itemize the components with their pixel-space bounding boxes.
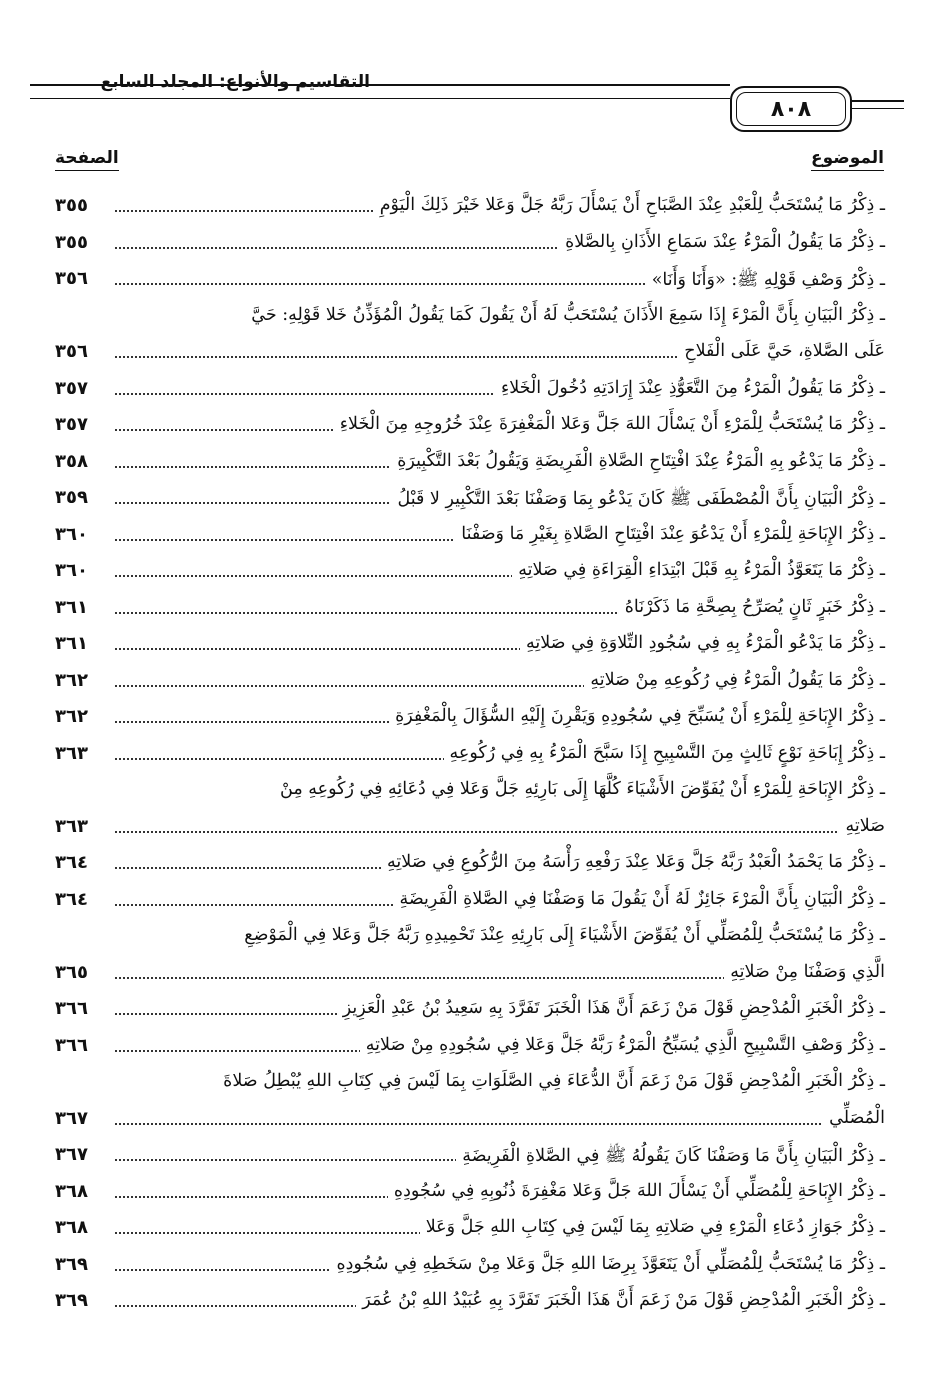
toc-entry-page: ٣٦٠: [55, 560, 88, 581]
toc-entry-title: ـ ذِكْرُ وَصْفِ قَوْلِهِ ﷺ: «وَأَنَا وَأَنَا»: [646, 268, 885, 294]
toc-entry: [55, 628, 885, 665]
toc-entry-page: ٣٦١: [55, 596, 88, 618]
toc-entry: [55, 592, 885, 629]
toc-entry-page: ٣٦٢: [55, 706, 88, 727]
toc-entry: [55, 1212, 885, 1249]
toc-entry-line: [55, 738, 885, 775]
toc-entry-page: ٣٦٣: [55, 815, 88, 837]
toc-entry-page: ٣٥٥: [55, 231, 88, 253]
toc-entry-title: ـ ذِكْرُ الإِبَاحَةِ لِلْمَرْءِ أَنْ يُفَوِّضَ الأَشْيَاءَ كُلَّهَا إِلَى بَارِئِهِ جَلَّ وَعَلا فِي دُعَائِهِ فِي رُكُوعِهِ مِنْ: [55, 779, 885, 799]
toc-entry-title: ـ ذِكْرُ الإِبَاحَةِ لِلْمَرْءِ أَنْ يُسَبِّحَ فِي سُجُودِهِ وَيَقْرِنَ إِلَيْهِ السُّؤَالَ بِالْمَغْفِرَةِ: [389, 706, 885, 726]
toc-entry-title: ـ ذِكْرُ مَا يَحْمَدُ الْعَبْدُ رَبَّهُ جَلَّ وَعَلا عِنْدَ رَفْعِهِ رَأْسَهُ مِنَ الرُّكُوعِ فِي صَلاتِهِ: [381, 852, 885, 872]
toc-entry-line: [55, 957, 885, 994]
toc-entry: [55, 665, 885, 702]
column-heading-topic: الموضوع: [811, 148, 884, 171]
toc-entry-line: [55, 336, 885, 373]
toc-entry: [55, 774, 885, 847]
toc-entry-page: ٣٦٨: [55, 1217, 88, 1238]
toc-entry-title: ـ ذِكْرُ مَا يُسْتَحَبُّ لِلْمُصَلِّي أَنْ يُفَوِّضَ الأَشْيَاءَ إِلَى بَارِئِهِ عِنْدَ تَحْمِيدِهِ رَبَّهُ جَلَّ وَعَلا فِي الْمَوْضِعِ: [55, 925, 885, 945]
toc-entry-page: ٣٥٧: [55, 377, 88, 399]
toc-entry-page: ٣٦٠: [55, 523, 88, 545]
toc-entry-line: [55, 482, 885, 519]
header-rule: [30, 98, 730, 99]
toc-entry-title: ـ ذِكْرُ الإِبَاحَةِ لِلْمُصَلِّي أَنْ يَسْأَلَ اللهَ جَلَّ وَعَلا مَغْفِرَةَ ذُنُوبِهِ فِي سُجُودِهِ: [388, 1181, 885, 1201]
toc-entry-title: الْمُصَلِّي: [823, 1108, 885, 1128]
toc-entry: [55, 1066, 885, 1139]
toc-entry: [55, 884, 885, 921]
toc-entry-page: ٣٦٥: [55, 961, 88, 983]
toc-entry-line: [55, 811, 885, 848]
toc-entry-line: [55, 993, 885, 1030]
toc-entry-page: ٣٦٦: [55, 998, 88, 1019]
toc-entry-line: [55, 300, 885, 337]
running-title: التقاسيم والأنواع: المجلد السابع: [100, 72, 370, 92]
toc-entry-line: [55, 373, 885, 410]
page-number-frame: [730, 86, 852, 132]
leader-dots: [115, 831, 885, 833]
toc-entry-line: [55, 628, 885, 665]
toc-entry-title: ـ ذِكْرُ مَا يَقُولُ الْمَرْءُ عِنْدَ سَمَاعِ الأَذَانِ بِالصَّلاةِ: [559, 232, 885, 252]
toc-entry: [55, 555, 885, 592]
toc-entry-line: [55, 592, 885, 629]
page-number: ٨٠٨: [736, 92, 846, 126]
toc-entry-title: ـ ذِكْرُ مَا يَدْعُو بِهِ الْمَرْءُ عِنْدَ افْتِتَاحِ الصَّلاةِ الْفَرِيضَةِ وَيَقُولُ بَعْدَ التَّكْبِيرَةِ: [391, 451, 885, 471]
toc-entry-line: [55, 1212, 885, 1249]
toc-entry-page: ٣٦٤: [55, 852, 88, 873]
toc-entry-line: [55, 227, 885, 264]
table-of-contents: [55, 190, 885, 1322]
page-header: [30, 60, 890, 120]
toc-entry-line: [55, 1285, 885, 1322]
toc-entry-line: [55, 774, 885, 811]
toc-entry-line: [55, 665, 885, 702]
toc-entry: [55, 446, 885, 483]
toc-entry-line: [55, 519, 885, 556]
toc-entry-title: ـ ذِكْرُ مَا يُسْتَحَبُّ لِلْمُصَلِّي أَنْ يَتَعَوَّذَ بِرِضَا اللهِ جَلَّ وَعَلا مِنْ سَخَطِهِ فِي سُجُودِهِ: [331, 1254, 885, 1274]
toc-entry-page: ٣٥٧: [55, 414, 88, 435]
toc-entry-line: [55, 555, 885, 592]
toc-entry-line: [55, 446, 885, 483]
toc-entry-line: [55, 1103, 885, 1140]
toc-entry-page: ٣٦٧: [55, 1144, 88, 1165]
toc-entry-line: [55, 1139, 885, 1176]
toc-entry-line: [55, 1030, 885, 1067]
toc-entry-title: ـ ذِكْرُ مَا يُسْتَحَبُّ لِلْعَبْدِ عِنْدَ الصَّبَاحِ أَنْ يَسْأَلَ رَبَّهُ جَلَّ وَعَلا خَيْرَ ذَلِكَ الْيَوْمِ: [374, 195, 885, 215]
toc-entry-title: عَلَى الصَّلاةِ، حَيَّ عَلَى الْفَلاحِ: [678, 341, 885, 361]
toc-entry: [55, 1176, 885, 1213]
toc-entry: [55, 227, 885, 264]
toc-entry: [55, 373, 885, 410]
toc-entry-page: ٣٥٦: [55, 341, 88, 362]
header-rule: [852, 100, 904, 102]
toc-entry-title: ـ ذِكْرُ الْخَبَرِ الْمُدْحِضِ قَوْلَ مَنْ زَعَمَ أَنَّ هَذَا الْخَبَرَ تَفَرَّدَ بِهِ سَعِيدُ بْنُ عَبْدِ الْعَزِيزِ: [337, 998, 885, 1018]
toc-entry-page: ٣٦٦: [55, 1034, 88, 1056]
toc-entry: [55, 190, 885, 227]
toc-entry-page: ٣٦٩: [55, 1290, 88, 1311]
toc-entry-page: ٣٥٥: [55, 195, 88, 216]
toc-entry-line: [55, 190, 885, 227]
toc-entry-title: ـ ذِكْرُ مَا يَدْعُو الْمَرْءُ بِهِ فِي سُجُودِ التِّلاوَةِ فِي صَلاتِهِ: [520, 633, 885, 653]
toc-entry-line: [55, 1249, 885, 1286]
toc-entry-title: ـ ذِكْرُ إِبَاحَةِ نَوْعٍ ثَالِثٍ مِنَ التَّسْبِيحِ إِذَا سَبَّحَ الْمَرْءُ بِهِ فِي رُكُوعِهِ: [444, 743, 885, 763]
toc-entry: [55, 519, 885, 556]
toc-entry-line: [55, 1176, 885, 1213]
toc-entry: [55, 263, 885, 300]
toc-entry-line: [55, 847, 885, 884]
toc-entry: [55, 300, 885, 373]
toc-entry: [55, 1285, 885, 1322]
toc-entry: [55, 482, 885, 519]
toc-entry-page: ٣٦٤: [55, 888, 88, 910]
toc-entry-title: ـ ذِكْرُ مَا يَقُولُ الْمَرْءُ مِنَ التَّعَوُّذِ عِنْدَ إِرَادَتِهِ دُخُولَ الْخَلاءِ: [495, 378, 885, 398]
leader-dots: [115, 1123, 885, 1125]
toc-entry-title: ـ ذِكْرُ الْخَبَرِ الْمُدْحِضِ قَوْلَ مَنْ زَعَمَ أَنَّ هَذَا الْخَبَرَ تَفَرَّدَ بِهِ عُبَيْدُ اللهِ بْنُ عُمَرَ: [356, 1290, 885, 1310]
toc-entry: [55, 1030, 885, 1067]
toc-entry-line: [55, 701, 885, 738]
toc-entry-title: ـ ذِكْرُ وَصْفِ التَّسْبِيحِ الَّذِي يُسَبِّحُ الْمَرْءُ رَبَّهُ جَلَّ وَعَلا فِي سُجُودِهِ مِنْ صَلاتِهِ: [360, 1035, 885, 1055]
toc-entry-title: ـ ذِكْرُ الْبَيَانِ بِأَنَّ الْمَرْءَ إِذَا سَمِعَ الأَذَانَ يُسْتَحَبُّ لَهُ أَنْ يَقُولَ كَمَا يَقُولُ الْمُؤَذِّنُ خَلا قَوْلِهِ: حَيَّ: [55, 305, 885, 325]
toc-entry-page: ٣٥٩: [55, 487, 88, 508]
toc-entry-page: ٣٥٨: [55, 450, 88, 472]
toc-entry-page: ٣٥٦: [55, 268, 88, 289]
toc-entry-title: ـ ذِكْرُ مَا يَتَعَوَّذُ الْمَرْءُ بِهِ قَبْلَ ابْتِدَاءِ الْقِرَاءَةِ فِي صَلاتِهِ: [512, 560, 885, 580]
toc-entry-title: الَّذِي وَصَفْنَا مِنْ صَلاتِهِ: [724, 962, 885, 982]
toc-entry: [55, 409, 885, 446]
toc-entry-line: [55, 884, 885, 921]
toc-entry-page: ٣٦٩: [55, 1253, 88, 1275]
toc-entry-line: [55, 920, 885, 957]
toc-entry-title: ـ ذِكْرُ الْبَيَانِ بِأَنَّ الْمَرْءَ جَائِزٌ لَهُ أَنْ يَقُولَ مَا وَصَفْنَا فِي الصَّلاةِ الْفَرِيضَةِ: [393, 889, 885, 909]
toc-entry: [55, 1139, 885, 1176]
toc-entry-title: ـ ذِكْرُ الإِبَاحَةِ لِلْمَرْءِ أَنْ يَدْعُوَ عِنْدَ افْتِتَاحِ الصَّلاةِ بِغَيْرِ مَا وَصَفْنَا: [455, 524, 885, 544]
toc-entry-title: ـ ذِكْرُ مَا يُسْتَحَبُّ لِلْمَرْءِ أَنْ يَسْأَلَ اللهَ جَلَّ وَعَلا الْمَغْفِرَةَ عِنْدَ خُرُوجِهِ مِنَ الْخَلاءِ: [334, 414, 885, 434]
toc-entry-page: ٣٦٢: [55, 669, 88, 691]
toc-entry-line: [55, 263, 885, 300]
toc-entry: [55, 993, 885, 1030]
toc-entry-title: ـ ذِكْرُ مَا يَقُولُ الْمَرْءُ فِي رُكُوعِهِ مِنْ صَلاتِهِ: [584, 670, 885, 690]
toc-entry-page: ٣٦٣: [55, 742, 88, 764]
toc-entry: [55, 701, 885, 738]
toc-entry-title: صَلاتِهِ: [839, 816, 885, 836]
toc-entry-line: [55, 409, 885, 446]
header-rule: [852, 108, 904, 109]
toc-entry-page: ٣٦١: [55, 633, 88, 654]
toc-entry-page: ٣٦٧: [55, 1107, 88, 1129]
toc-entry-title: ـ ذِكْرُ الْخَبَرِ الْمُدْحِضِ قَوْلَ مَنْ زَعَمَ أَنَّ الدُّعَاءَ فِي الصَّلَوَاتِ بِمَا لَيْسَ فِي كِتَابِ اللهِ يُبْطِلُ صَلاةَ: [55, 1071, 885, 1091]
toc-entry-title: ـ ذِكْرُ الْبَيَانِ بِأَنَّ الْمُصْطَفَى ﷺ كَانَ يَدْعُو بِمَا وَصَفْنَا بَعْدَ التَّكْبِيرِ لا قَبْلُ: [391, 487, 885, 513]
toc-entry-title: ـ ذِكْرُ خَبَرٍ ثَانٍ يُصَرِّحُ بِصِحَّةِ مَا ذَكَرْنَاهُ: [619, 597, 885, 617]
toc-entry-line: [55, 1066, 885, 1103]
toc-entry: [55, 1249, 885, 1286]
toc-entry: [55, 920, 885, 993]
toc-entry: [55, 847, 885, 884]
toc-entry-page: ٣٦٨: [55, 1180, 88, 1202]
toc-entry: [55, 738, 885, 775]
column-heading-page: الصفحة: [55, 148, 119, 171]
toc-entry-title: ـ ذِكْرُ جَوَازِ دُعَاءِ الْمَرْءِ فِي صَلاتِهِ بِمَا لَيْسَ فِي كِتَابِ اللهِ جَلَّ وَعَلا: [420, 1217, 885, 1237]
toc-entry-title: ـ ذِكْرُ الْبَيَانِ بِأَنَّ مَا وَصَفْنَا كَانَ يَقُولُهُ ﷺ فِي الصَّلاةِ الْفَرِيضَةِ: [456, 1144, 885, 1170]
